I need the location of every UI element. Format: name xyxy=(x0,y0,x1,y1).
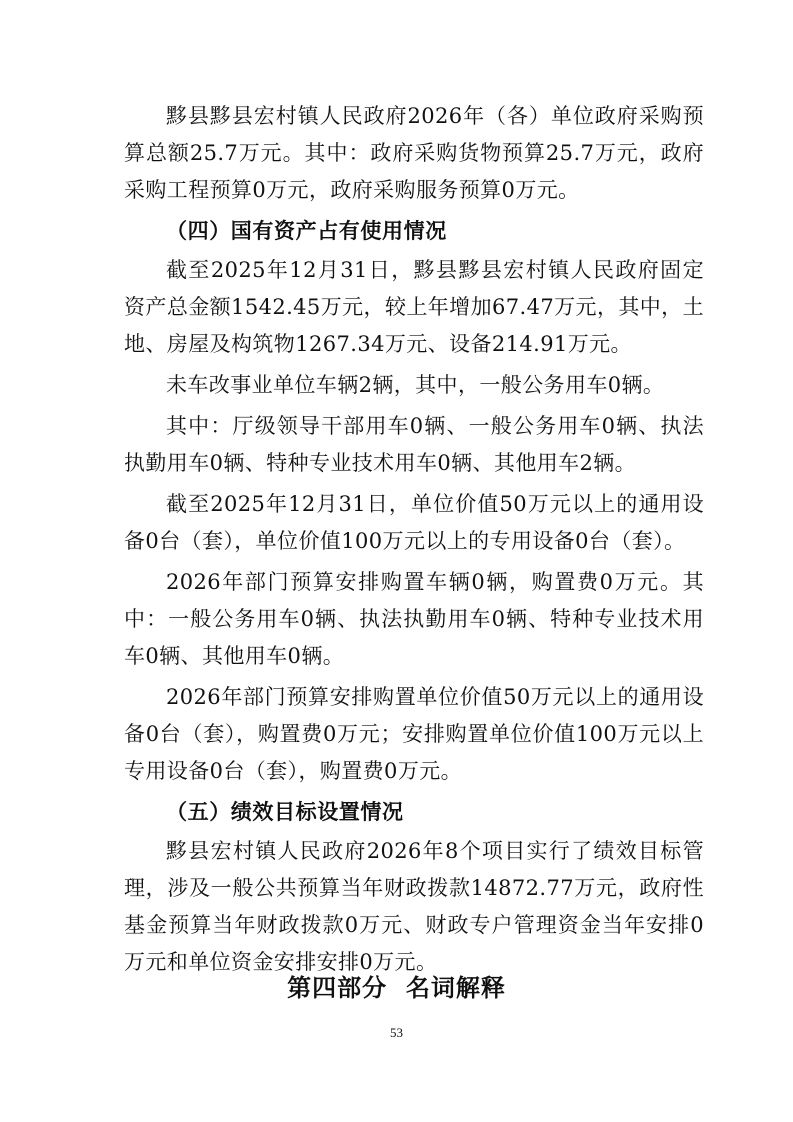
paragraph-vehicle-breakdown: 其中：厅级领导干部用车0辆、一般公务用车0辆、执法执勤用车0辆、特种专业技术用车0辆、其他用车2辆。 xyxy=(124,414,704,475)
paragraph-procurement-budget: 黟县黟县宏村镇人民政府2026年（各）单位政府采购预算总额25.7万元。其中：政府采购货物预算25.7万元，政府采购工程预算0万元，政府采购服务预算0万元。 xyxy=(124,104,704,202)
part-title: 第四部分 名词解释 xyxy=(287,974,506,1002)
paragraph-fixed-assets: 截至2025年12月31日，黟县黟县宏村镇人民政府固定资产总金额1542.45万元，较上年增加67.47万元，其中，土地、房屋及构筑物1267.34万元、设备214.91万元。 xyxy=(124,258,704,356)
paragraph-performance-goals: 黟县宏村镇人民政府2026年8个项目实行了绩效目标管理，涉及一般公共预算当年财政拨款14872.77万元，政府性基金预算当年财政拨款0万元、财政专户管理资金当年安排0万元和单位资金安排安排0万元。 xyxy=(124,839,704,974)
section-heading-state-assets: （四）国有资产占有使用情况 xyxy=(166,219,447,243)
paragraph-equipment: 截至2025年12月31日，单位价值50万元以上的通用设备0台（套），单位价值100万元以上的专用设备0台（套）。 xyxy=(124,492,704,553)
section-heading-performance-goals: （五）绩效目标设置情况 xyxy=(166,800,404,824)
paragraph-vehicle-purchase: 2026年部门预算安排购置车辆0辆，购置费0万元。其中：一般公务用车0辆、执法执勤用车0辆、特种专业技术用车0辆、其他用车0辆。 xyxy=(124,570,704,668)
paragraph-equipment-purchase: 2026年部门预算安排购置单位价值50万元以上的通用设备0台（套），购置费0万元；安排购置单位价值100万元以上专用设备0台（套），购置费0万元。 xyxy=(124,685,704,783)
page-number: 53 xyxy=(390,1025,403,1040)
paragraph-vehicles: 未车改事业单位车辆2辆，其中，一般公务用车0辆。 xyxy=(166,373,665,397)
page-content xyxy=(124,98,704,981)
